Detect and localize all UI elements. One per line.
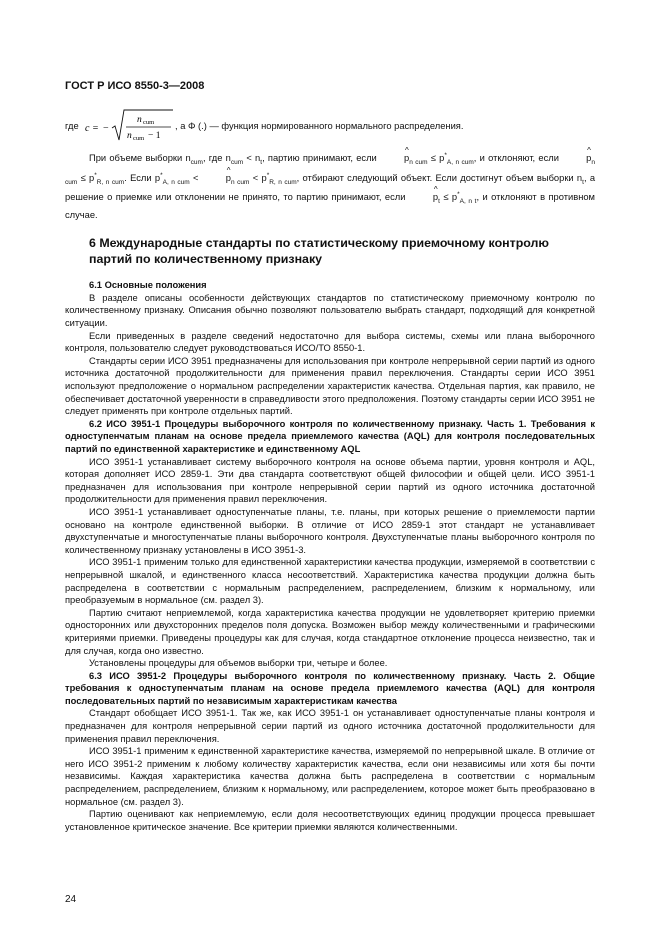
section-6-2-paragraph: ИСО 3951-1 устанавливает одноступенчатые планы, т.е. планы, при которых решение о приемлемости партии основано на контроле единственной выборки. В отличие от ИСО 2859-1 этот стандарт не устанавливает двухступенчатые и многоступенчатые планы выборочного контроля. Двухступенчатые планы выборочного контроля по количественному признаку установлены в ИСО 3951-3. bbox=[65, 506, 595, 555]
formula-lhs: c = bbox=[85, 123, 99, 134]
page-number: 24 bbox=[65, 894, 77, 905]
document-header: ГОСТ Р ИСО 8550-3—2008 bbox=[65, 80, 205, 92]
formula-block bbox=[65, 106, 595, 146]
page-content bbox=[65, 106, 595, 833]
formula-numerator-sub: cum bbox=[143, 119, 155, 126]
section-6-1-paragraph: Стандарты серии ИСО 3951 предназначены для использования при контроле непрерывной серии партий из одного источника достаточной продолжительности для применения правил переключения. Стандарты серии ИСО 3951 используют предположение о нормальном распределении характеристик качества. Отдельная партия, как правило, не обеспечивает достаточной уверенности в справедливости этого предположения. Поэтому стандарты серии ИСО 3951 не следует применять при контроле отдельных партий. bbox=[65, 355, 595, 417]
section-6-1-paragraph: Если приведенных в разделе сведений недостаточно для выбора системы, схемы или плана выборочного контроля, пользователю следует руководствоваться ИСО/ТО 8550-1. bbox=[65, 330, 595, 354]
section-6-2-paragraph: Установлены процедуры для объемов выборки три, четыре и более. bbox=[89, 658, 388, 669]
formula-denominator-sub: cum bbox=[133, 135, 145, 142]
formula-minus: − bbox=[103, 123, 109, 134]
formula-denominator-tail: − 1 bbox=[148, 131, 161, 141]
section-6-1-paragraph: В разделе описаны особенности действующих стандартов по статистическому приемочному контролю по количественному признаку. Описания обычно позволяют пользователю выбрать стандарт, подходящий для конкретной ситуации. bbox=[65, 292, 595, 329]
section-6-3-paragraph: Стандарт обобщает ИСО 3951-1. Так же, как ИСО 3951-1 он устанавливает одноступенчатые планы контроля и предназначен для контроля непрерывной серии партий из одного источника достаточной продолжительности для применения правил переключения. bbox=[65, 708, 595, 744]
section-6-1-title: 6.1 Основные положения bbox=[89, 280, 207, 291]
section-6-2-paragraph: ИСО 3951-1 устанавливает систему выборочного контроля на основе объема партии, уровня контроля и AQL, которая дополняет ИСО 2859-1. Эти два стандарта соответствуют общей философии и общей цели. ИСО 3951-1 предназначен для использования при контроле непрерывной серии партий из одного источника достаточной продолжительности для применения правил переключения. bbox=[65, 456, 595, 505]
section-6-2-title: 6.2 ИСО 3951-1 Процедуры выборочного контроля по количественному признаку. Часть 1. Требования к одноступенчатым планам на основе предела приемлемого качества (AQL) для контроля последовательных партий по единственной характеристике и единственному AQL bbox=[65, 418, 595, 454]
formula-where: где bbox=[65, 121, 79, 131]
formula-numerator: n bbox=[137, 115, 142, 125]
formula-sqrt bbox=[85, 106, 175, 146]
section-6-2-paragraph: Партию считают неприемлемой, когда характеристика качества продукции не удовлетворяет критерию приемки односторонних или двухсторонних пределов поля допуска. Возможен выбор между количественными и графическими критериями приемки. Приведены процедуры как для случая, когда стандартное отклонение процесса неизвестно, так и для случая, когда оно известно. bbox=[65, 607, 595, 656]
section-6-3-paragraph: Партию оценивают как неприемлемую, если доля несоответствующих единиц продукции процесса превышает установленное критическое значение. Все критерии приемки являются количественными. bbox=[65, 809, 595, 832]
cumulative-rule-paragraph: При объеме выборки $n_{cum}$, где $n_{cum} < n_t$, партию принимают, если ^ $p_{n cum} \le p^*_{A, n cum}$, и отклоняют, если ^ $p_{n cum} \le p^*_{R, n cum}$. Если $p^*_{A, n cum}$ < ^ $p_{n cum} < p^*_{R, n cum}$, отбирают следующий объект. Если достигнут объем выборки $n_t$, а решение о приемке или отклонении не принято, то партию принимают, если ^ $p_t \le p^*_{A, n t}$, и отклоняют в противном случае. bbox=[65, 150, 595, 221]
section-6-2-paragraph: ИСО 3951-1 применим только для единственной характеристики качества продукции, измеряемой в соответствии с непрерывной шкалой, и единственного класса несоответствий. Характеристика качества продукции должна быть распределена в соответствии с нормальным распределением, распределением, близким к нормальному, или преобразуемым в нормальное (см. раздел 3). bbox=[65, 557, 595, 606]
formula-tail: , а Φ (.) — функция нормированного нормального распределения. bbox=[175, 121, 464, 131]
section-6-3-title: 6.3 ИСО 3951-2 Процедуры выборочного контроля по количественному признаку. Часть 2. Общие требования к одноступенчатым планам на основе предела приемлемого качества (AQL) для контроля последовательных партий по независимым характеристикам качества bbox=[65, 670, 595, 706]
formula-denominator: n bbox=[127, 131, 132, 141]
section-6-title: 6 Международные стандарты по статистическому приемочному контролю партий по количественному признаку bbox=[89, 236, 549, 267]
section-6-3-paragraph: ИСО 3951-1 применим к единственной характеристике качества, измеряемой по непрерывной шкале. В отличие от него ИСО 3951-2 применим к любому количеству характеристик качества, если они независимы или хотя бы почти независимы. Каждая характеристика качества должна быть распределена в соответствии с нормальным распределением, распределением, близким к нормальному, или распределением, которое может быть преобразовано в нормальное (см. раздел 3). bbox=[65, 746, 595, 807]
